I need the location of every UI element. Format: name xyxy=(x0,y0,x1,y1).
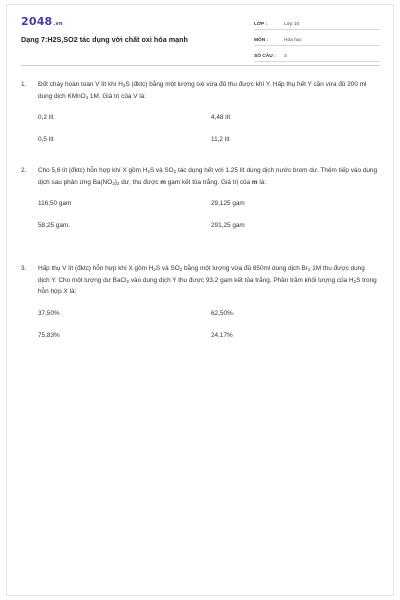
text-part: Cho 5,6 lít (đktc) hỗn hợp khí X gồm H xyxy=(38,167,148,174)
subscript: 4 xyxy=(85,94,89,100)
question-1 xyxy=(21,79,381,152)
info-label: MÔN : xyxy=(254,38,269,43)
text-part: Hấp thụ V lít (đktc) hỗn hợp khí X gồm H xyxy=(38,265,154,272)
variable-m: m xyxy=(251,178,258,186)
option-c[interactable]: 0,5 lít xyxy=(38,136,54,143)
text-part: vào dung dịch Y thu được 93,2 gam kết tủa trắng. Phần trăm khối lượng của H xyxy=(129,276,354,284)
page-title: Dạng 7:H2S,SO2 tác dụng với chất oxi hóa mạnh xyxy=(21,35,188,44)
text-part: S và SO xyxy=(149,167,174,174)
subscript: 2 xyxy=(126,278,130,284)
info-panel xyxy=(254,14,380,62)
answer-options xyxy=(38,112,381,152)
text-part: Đốt cháy hoàn toàn V lít khí H xyxy=(38,81,123,88)
text-part: S trong hỗn hợp X là: xyxy=(38,276,377,295)
variable-m: m xyxy=(160,178,166,186)
text-part: S (đktc) bằng một lượng oxi vừa đủ thu được khí Y. Hấp thụ hết Y cần vừa đủ 200 ml dung dịch KMnO xyxy=(38,81,367,100)
info-label: LỚP : xyxy=(254,22,268,27)
option-a[interactable]: 0,2 lít xyxy=(38,114,54,121)
text-part: S và SO xyxy=(155,265,180,272)
option-a[interactable]: 37,50% xyxy=(38,309,60,317)
option-a[interactable]: 116,50 gam xyxy=(38,200,72,207)
text-part: ) xyxy=(114,178,117,186)
answer-options xyxy=(38,198,381,238)
option-c[interactable]: 75,83% xyxy=(38,331,60,339)
site-logo[interactable] xyxy=(21,15,63,28)
text-part: dư, thu được xyxy=(119,178,161,186)
answer-options xyxy=(38,308,381,348)
question-text xyxy=(38,165,378,188)
subscript: 2 xyxy=(353,278,357,284)
question-number: 2. xyxy=(21,167,27,174)
option-d[interactable]: 24,17% xyxy=(211,331,233,339)
option-b[interactable]: 4,48 lít xyxy=(211,114,231,121)
text-part: là: xyxy=(257,178,267,186)
subscript: 2 xyxy=(147,169,150,174)
question-3 xyxy=(21,263,381,348)
info-value: Hóa học xyxy=(284,38,302,43)
option-b[interactable]: 29,125 gam xyxy=(211,200,245,207)
logo-main: 2048 xyxy=(21,15,53,28)
subscript: 2 xyxy=(122,83,126,88)
info-row-class xyxy=(254,14,380,30)
question-text xyxy=(38,263,378,298)
subscript: 2 xyxy=(307,267,311,272)
info-value: 3 xyxy=(284,54,287,59)
question-text xyxy=(38,79,378,102)
option-d[interactable]: 11,2 lít xyxy=(211,136,230,143)
option-c[interactable]: 58,25 gam. xyxy=(38,222,70,229)
subscript: 2 xyxy=(173,169,177,174)
option-d[interactable]: 291,25 gam xyxy=(211,222,245,229)
question-number: 3. xyxy=(21,265,27,272)
question-number: 1. xyxy=(21,81,27,88)
text-part: 1M. Giá trị của V là: xyxy=(88,92,147,100)
text-part: bằng một lượng vừa đủ 850ml dung dịch Br xyxy=(182,265,308,272)
option-b[interactable]: 62,50%. xyxy=(211,309,235,317)
subscript: 2 xyxy=(153,267,156,272)
info-row-count xyxy=(254,46,380,62)
logo-suffix: .vn xyxy=(53,21,63,27)
text-part: gam kết tủa trắng. Giá trị của xyxy=(165,178,252,186)
info-row-subject xyxy=(254,30,380,46)
text-part: tác dụng hết với 1,25 lít dung dịch nước brom dư. Thêm tiếp vào dung dịch sau phản ứng Ba(NO xyxy=(38,167,378,186)
subscript: 2 xyxy=(116,180,120,186)
info-label: SỐ CÂU : xyxy=(254,54,276,59)
text-part: 1M thu được dung dịch Y. Cho một lượng dư BaCl xyxy=(38,265,365,284)
info-value: Lớp 10 xyxy=(284,22,300,27)
question-2 xyxy=(21,165,381,238)
subscript: 2 xyxy=(179,267,183,272)
subscript: 3 xyxy=(112,180,115,186)
header-divider xyxy=(21,65,380,66)
